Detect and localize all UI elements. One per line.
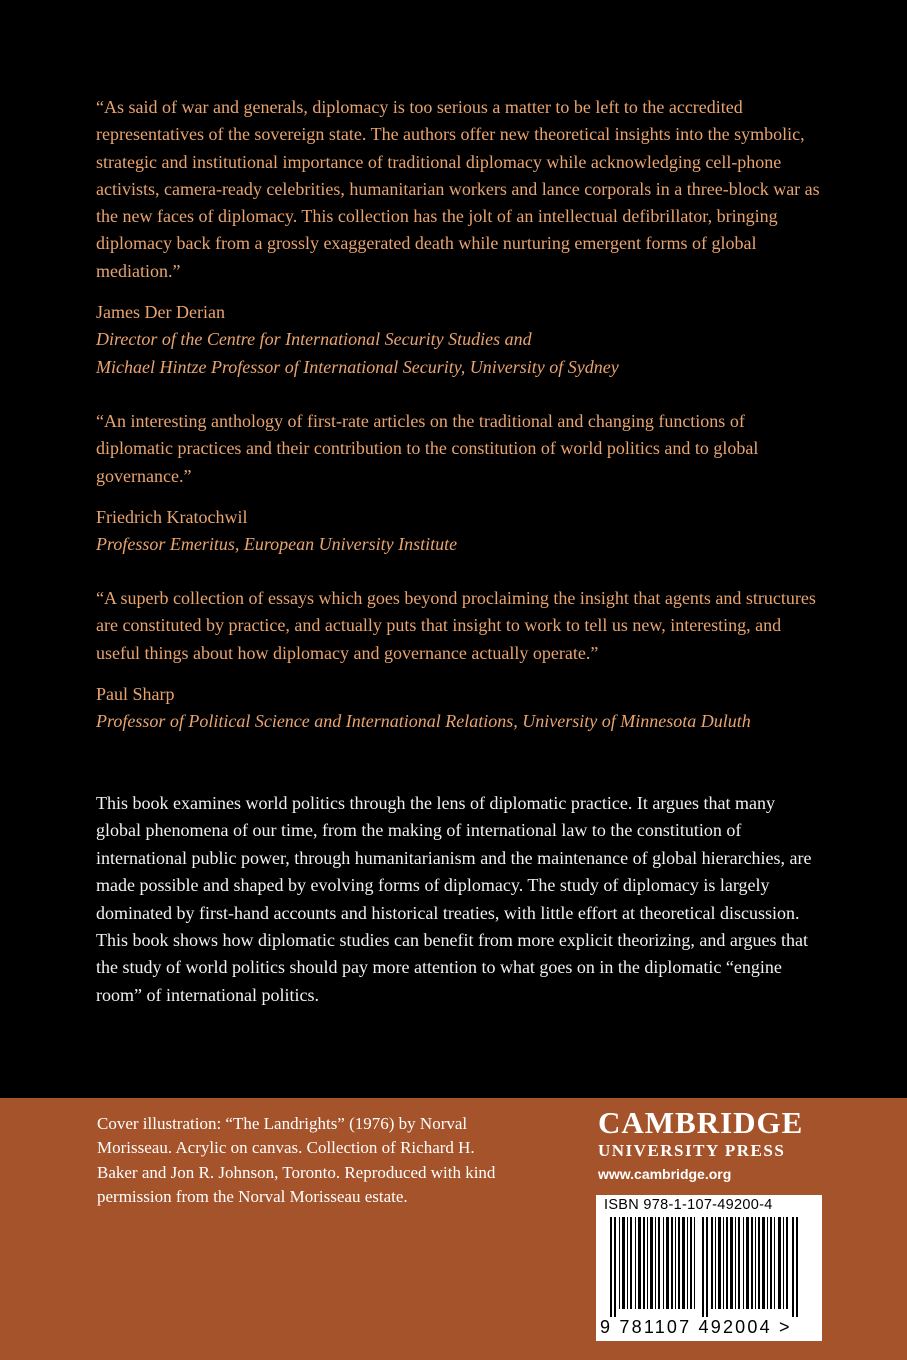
- endorsement-quote-3: [96, 585, 821, 735]
- endorser: [96, 504, 821, 559]
- endorser-name: Paul Sharp: [96, 683, 175, 704]
- barcode-digits: 9 781107 492004 >: [600, 1317, 792, 1337]
- endorser-name: Friedrich Kratochwil: [96, 506, 248, 527]
- quote-text: “A superb collection of essays which goes beyond proclaiming the insight that agents and structures are constituted by practice, and actually puts that insight to work to tell us new, interesting, and useful things about how diplomacy and governance actually operate.”: [96, 588, 816, 663]
- publisher-name: CAMBRIDGE: [598, 1105, 804, 1140]
- isbn-barcode: [596, 1195, 822, 1341]
- publisher-url: www.cambridge.org: [598, 1166, 732, 1182]
- endorsement-quote-2: [96, 408, 821, 558]
- endorsement-quote-1: [96, 94, 821, 381]
- cover-illustration-credit: Cover illustration: “The Landrights” (1976) by Norval Morisseau. Acrylic on canvas. Collection of Richard H. Baker and Jon R. Johnson, Toronto. Reproduced with kind permission from the Norval Morisseau estate.: [97, 1114, 496, 1207]
- quote-text: “As said of war and generals, diplomacy is too serious a matter to be left to the accredited representatives of the sovereign state. The authors offer new theoretical insights into the symbolic, strategic and institutional importance of traditional diplomacy while acknowledging cell-phone activists, camera-ready celebrities, humanitarian workers and lance corporals in a three-block war as the new faces of diplomacy. This collection has the jolt of an intellectual defibrillator, bringing diplomacy back from a grossly exaggerated death while nurturing emergent forms of global mediation.”: [96, 97, 820, 281]
- barcode-bars-icon: [610, 1217, 808, 1317]
- publisher-logo: [598, 1105, 828, 1185]
- endorser-role: Professor of Political Science and International Relations, University of Minnesota Duluth: [96, 711, 751, 732]
- endorser-name: James Der Derian: [96, 302, 225, 323]
- quote-text: “An interesting anthology of first-rate articles on the traditional and changing functions of diplomatic practices and their contribution to the constitution of world politics and to global governance.”: [96, 411, 759, 486]
- book-description: This book examines world politics through the lens of diplomatic practice. It argues that many global phenomena of our time, from the making of international law to the constitution of international public power, through humanitarianism and the maintenance of global hierarchies, are made possible and shaped by evolving forms of diplomacy. The study of diplomacy is largely dominated by first-hand accounts and historical treaties, with little effort at theoretical discussion. This book shows how diplomatic studies can benefit from more explicit theorizing, and argues that the study of world politics should pay more attention to what goes on in the diplomatic “engine room” of international politics.: [96, 793, 812, 1005]
- isbn-label: ISBN 978-1-107-49200-4: [604, 1197, 773, 1213]
- endorser: [96, 299, 821, 381]
- endorser-role: Director of the Centre for International Security Studies and: [96, 329, 532, 350]
- endorser-role: Professor Emeritus, European University Institute: [96, 534, 458, 555]
- endorser-role-2: Michael Hintze Professor of International Security, University of Sydney: [96, 356, 619, 377]
- endorser: [96, 681, 821, 736]
- publisher-subname: UNIVERSITY PRESS: [598, 1141, 786, 1160]
